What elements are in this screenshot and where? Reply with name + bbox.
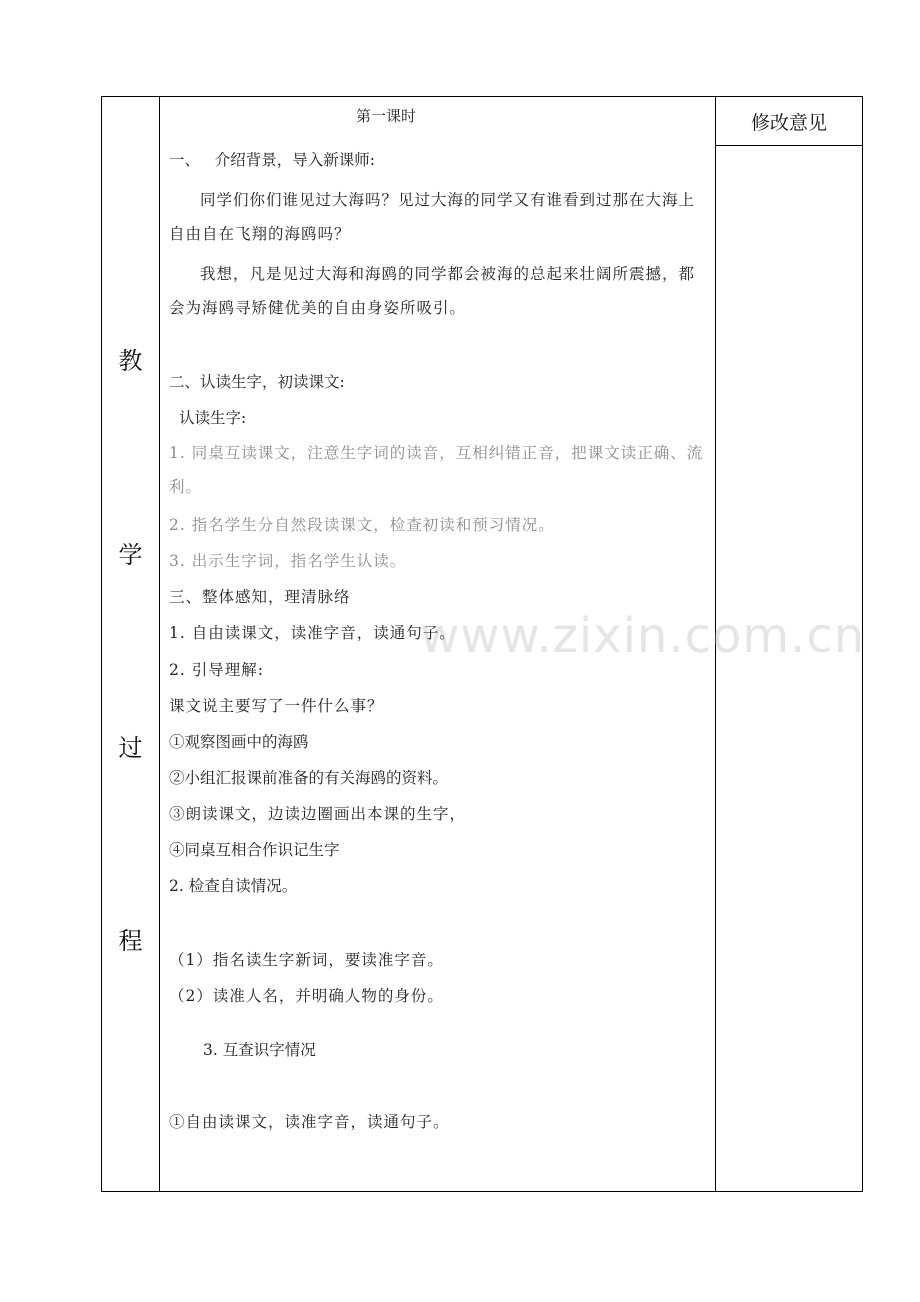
- side-label-char-1: 教: [118, 347, 143, 375]
- section1-paragraph1: 同学们你们谁见过大海吗？见过大海的同学又有谁看到过那在大海上自由自在飞翔的海鸥吗？: [169, 191, 696, 243]
- section3-circle1: ①观察图画中的海鸥: [169, 733, 309, 751]
- side-label-char-3: 过: [118, 734, 143, 762]
- section2-item1: 1. 同桌互读课文，注意生字词的读音，互相纠错正音，把课文读正确、流利。: [169, 444, 704, 496]
- section3-point2: （2）读准人名，并明确人物的身份。: [169, 987, 444, 1005]
- side-label-char-4: 程: [118, 927, 143, 955]
- section2-heading: 二、认读生字，初读课文:: [169, 373, 345, 391]
- section3-circle3: ③朗读课文，边读边圈画出本课的生字，: [169, 805, 467, 823]
- section3-step2: 2. 引导理解:: [169, 661, 264, 679]
- section3-point1: （1）指名读生字新词，要读准字音。: [169, 951, 444, 969]
- revision-notes-header: 修改意见: [750, 112, 827, 134]
- section3-circle4: ④同桌互相合作识记生字: [169, 841, 340, 859]
- section2-subheading: 认读生字:: [179, 409, 247, 427]
- section3-heading: 三、整体感知，理清脉络: [169, 588, 351, 606]
- table-bottom-border: [101, 1191, 863, 1192]
- column-divider-1: [159, 96, 160, 1192]
- section1-paragraph2: 我想，凡是见过大海和海鸥的同学都会被海的总起来壮阔所震撼，都会为海鸥寻矫健优美的自由身姿所吸引。: [169, 265, 696, 317]
- section2-item3: 3. 出示生字词，指名学生认读。: [169, 552, 407, 570]
- side-label-char-2: 学: [118, 541, 143, 569]
- section1-heading: 一、 介绍背景，导入新课师:: [169, 151, 376, 169]
- section3-circle2: ②小组汇报课前准备的有关海鸥的资料。: [169, 769, 449, 787]
- section3-last: ①自由读课文，读准字音，读通句子。: [169, 1113, 450, 1131]
- lesson-title: 第一课时: [356, 107, 417, 125]
- section3-question: 课文说主要写了一件什么事？: [169, 697, 384, 715]
- section3-step1: 1. 自由读课文，读准字音，读通句子。: [169, 624, 456, 642]
- section2-item2: 2. 指名学生分自然段读课文，检查初读和预习情况。: [169, 516, 555, 534]
- table-left-border: [101, 96, 102, 1192]
- section3-check: 2. 检查自读情况。: [169, 877, 298, 895]
- section3-mutual-check: 3. 互查识字情况: [203, 1041, 316, 1059]
- watermark: www.zixin.com.cn: [420, 608, 866, 664]
